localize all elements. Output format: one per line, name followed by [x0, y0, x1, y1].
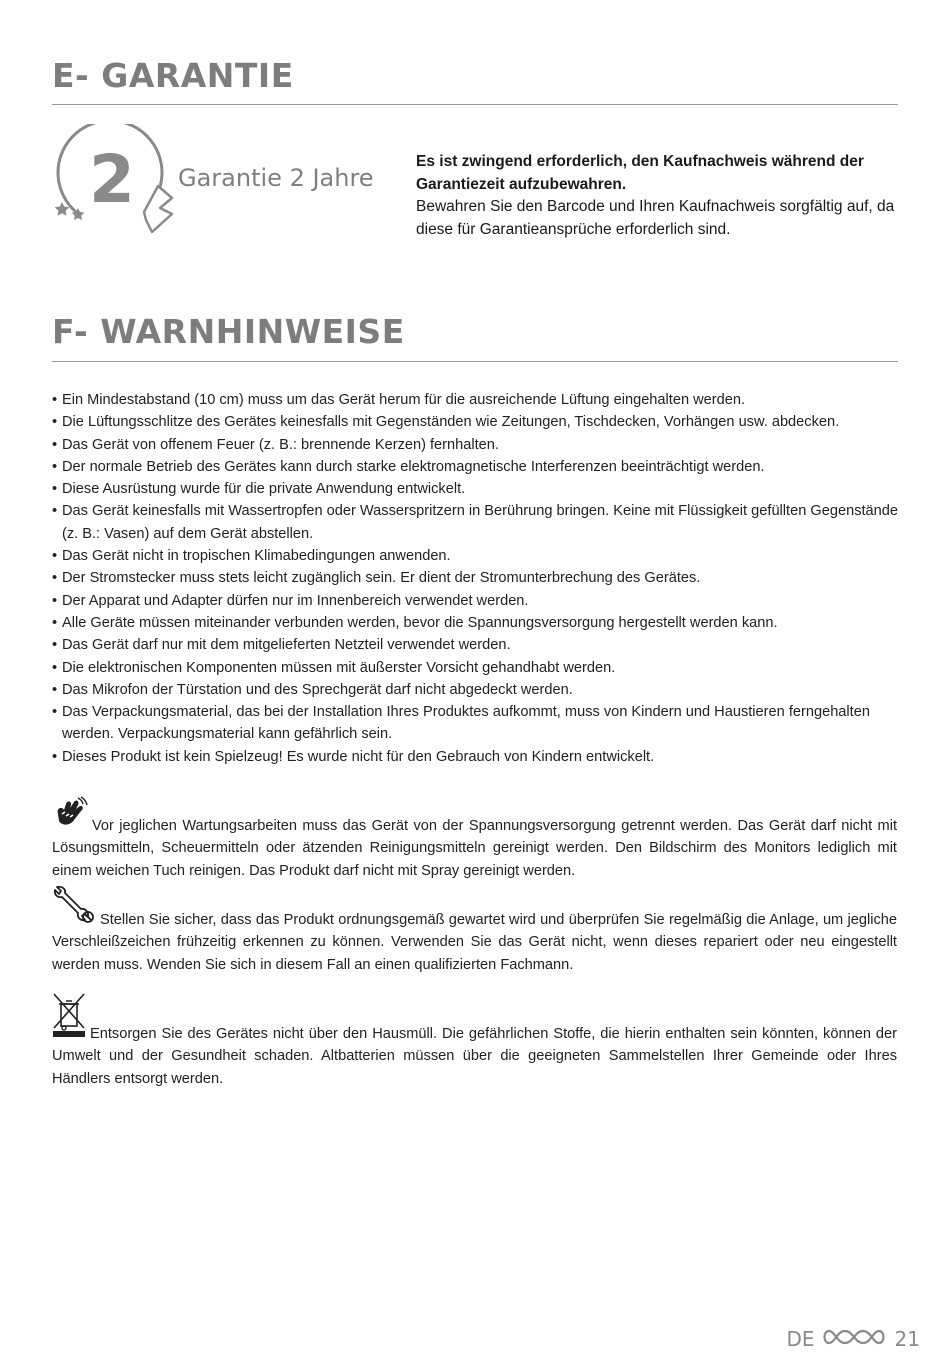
crossed-bin-icon [52, 992, 86, 1045]
list-item: • Der Apparat und Adapter dürfen nur im Innenbereich verwendet werden. [52, 590, 902, 612]
cleaning-hand-icon [52, 796, 88, 837]
section-e-divider [52, 104, 898, 105]
section-f-title: F- WARNHINWEISE [52, 312, 405, 351]
list-item: • Der normale Betrieb des Gerätes kann durch starke elektromagnetische Interferenzen beeinträchtigt werden. [52, 456, 902, 478]
badge-number: 2 [89, 141, 135, 218]
maintenance-note [52, 886, 897, 976]
list-item: • Das Gerät darf nur mit dem mitgelieferten Netzteil verwendet werden. [52, 634, 902, 656]
list-item: • Das Verpackungsmaterial, das bei der Installation Ihres Produktes aufkommt, muss von Kindern und Haustieren ferngehalten werden. Verpackungsmaterial kann gefährlich sein. [52, 701, 902, 746]
warranty-text-normal: Bewahren Sie den Barcode und Ihren Kaufnachweis sorgfältig auf, da diese für Garantieansprüche erforderlich sind. [416, 198, 895, 238]
disposal-note [52, 992, 897, 1090]
list-item: • Die elektronischen Komponenten müssen mit äußerster Vorsicht gehandhabt werden. [52, 657, 902, 679]
page-number: 21 [894, 1327, 920, 1351]
list-item: • Das Mikrofon der Türstation und des Sprechgerät darf nicht abgedeckt werden. [52, 679, 902, 701]
section-f-divider [52, 361, 898, 362]
warranty-text-bold: Es ist zwingend erforderlich, den Kaufnachweis während der Garantiezeit aufzubewahren. [416, 153, 864, 193]
cleaning-note [52, 796, 897, 882]
warranty-label: Garantie 2 Jahre [178, 164, 374, 192]
brand-logo-icon [823, 1327, 885, 1352]
list-item: • Dieses Produkt ist kein Spielzeug! Es wurde nicht für den Gebrauch von Kindern entwickelt. [52, 746, 902, 768]
list-item: • Die Lüftungsschlitze des Gerätes keinesfalls mit Gegenständen wie Zeitungen, Tischdecken, Vorhängen usw. abdecken. [52, 411, 902, 433]
list-item: • Alle Geräte müssen miteinander verbunden werden, bevor die Spannungsversorgung hergestellt werden kann. [52, 612, 902, 634]
maintenance-note-text: Stellen Sie sicher, dass das Produkt ordnungsgemäß gewartet wird und überprüfen Sie regelmäßig die Anlage, um jegliche Verschleißzeichen frühzeitig erkennen zu können. Verwenden Sie das Gerät nicht, wenn dieses repariert oder neu eingestellt werden muss. Wenden Sie sich in diesem Fall an einen qualifizierten Fachmann. [52, 912, 897, 973]
list-item: • Das Gerät von offenem Feuer (z. B.: brennende Kerzen) fernhalten. [52, 434, 902, 456]
list-item: • Diese Ausrüstung wurde für die private Anwendung entwickelt. [52, 478, 902, 500]
footer-language: DE [786, 1327, 815, 1351]
list-item: • Der Stromstecker muss stets leicht zugänglich sein. Er dient der Stromunterbrechung des Gerätes. [52, 567, 902, 589]
warning-list [52, 389, 902, 768]
disposal-note-text: Entsorgen Sie des Gerätes nicht über den Hausmüll. Die gefährlichen Stoffe, die hierin enthalten sein könnten, können der Umwelt und der Gesundheit schaden. Altbatterien müssen über die geeigneten Sammelstellen Ihrer Gemeinde oder Ihres Händlers entsorgt werden. [52, 1026, 897, 1087]
list-item: • Ein Mindestabstand (10 cm) muss um das Gerät herum für die ausreichende Lüftung eingehalten werden. [52, 389, 902, 411]
warranty-text [416, 151, 896, 241]
warranty-badge-icon [48, 124, 178, 242]
wrench-icon [52, 886, 96, 931]
page-footer [787, 1322, 921, 1356]
cleaning-note-text: Vor jeglichen Wartungsarbeiten muss das Gerät von der Spannungsversorgung getrennt werden. Das Gerät darf nicht mit Lösungsmitteln, Scheuermitteln oder ätzenden Reinigungsmitteln gereinigt werden. Den Bildschirm des Monitors lediglich mit einem weichen Tuch reinigen. Das Produkt darf nicht mit Spray gereinigt werden. [52, 818, 897, 879]
section-e-title: E- GARANTIE [52, 56, 294, 95]
list-item: • Das Gerät nicht in tropischen Klimabedingungen anwenden. [52, 545, 902, 567]
list-item: • Das Gerät keinesfalls mit Wassertropfen oder Wasserspritzern in Berührung bringen. Keine mit Flüssigkeit gefüllten Gegenstände (z. B.: Vasen) auf dem Gerät abstellen. [52, 500, 902, 545]
